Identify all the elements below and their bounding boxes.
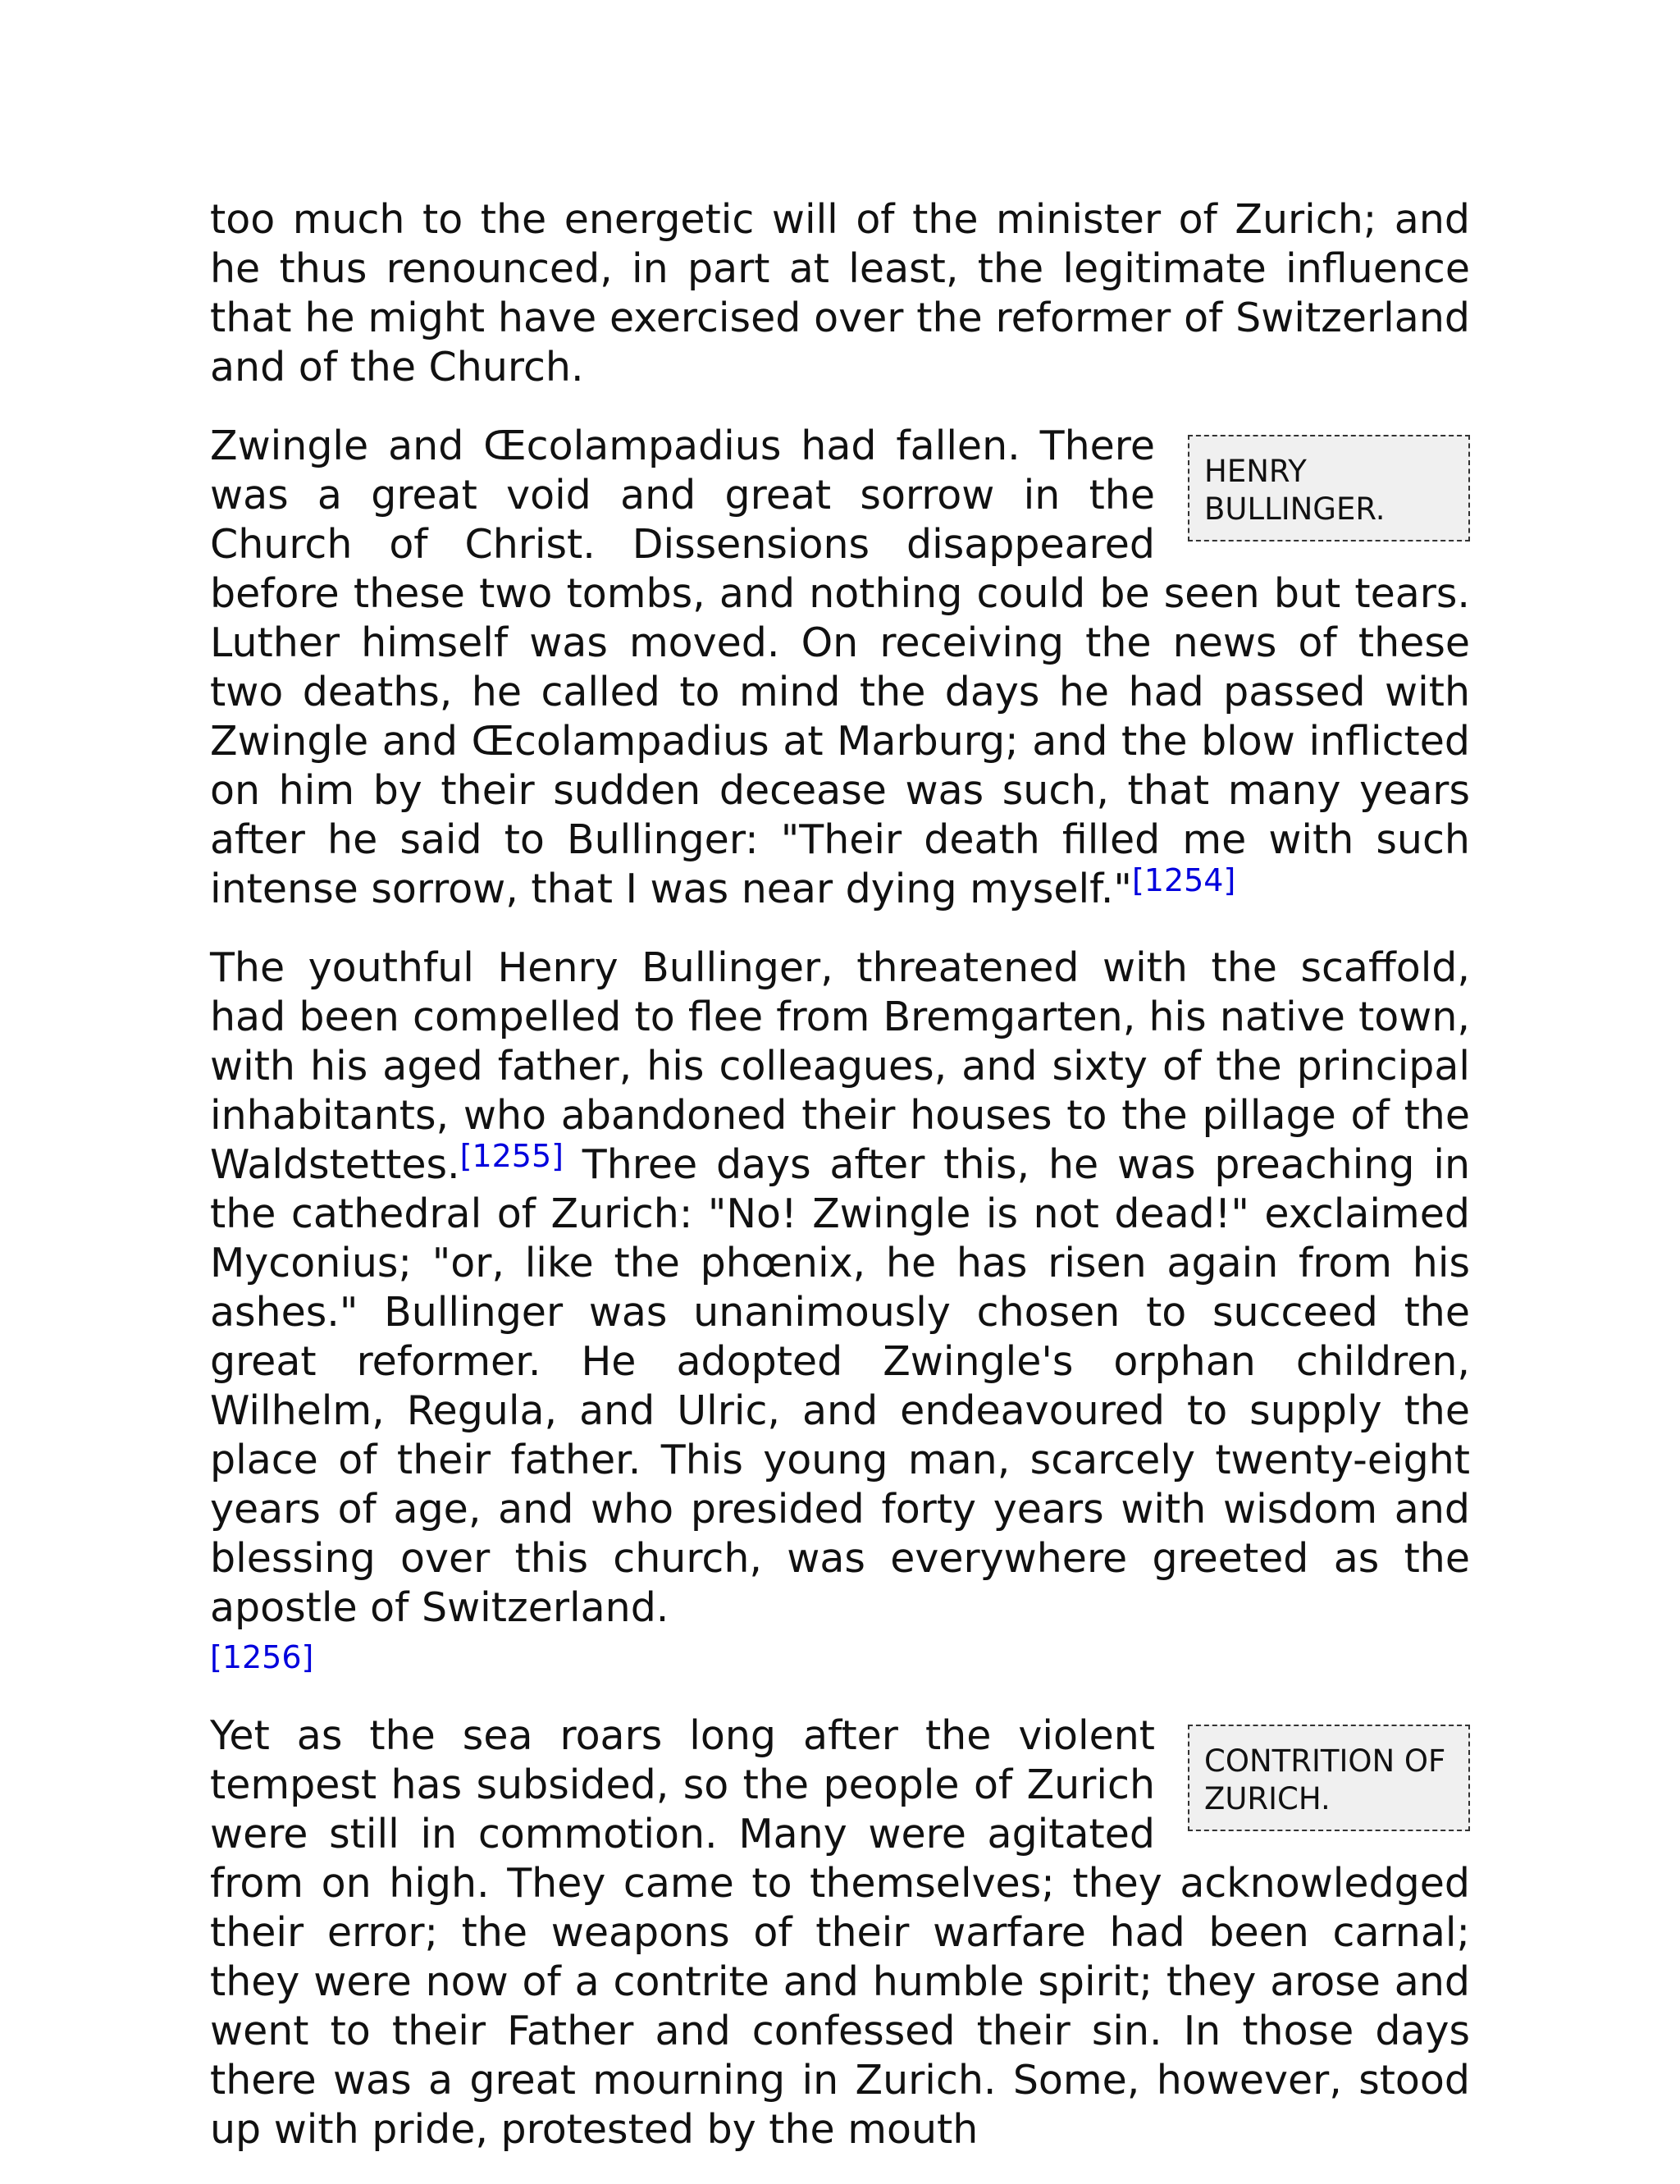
footnote-link-1256[interactable]: [1256] <box>210 1639 314 1675</box>
footnote-link-1254[interactable]: [1254] <box>1131 862 1236 898</box>
document-page <box>210 195 1470 2184</box>
paragraph-text: Yet as the sea roars long after the violent tempest has subsided, so the people of Zurich were still in commotion. Many were agitated from on high. They came to themselves; they acknowledged their error; the weapons of their warfare had been carnal; they were now of a contrite and humble spirit; they arose and went to their Father and confessed their sin. In those days there was a great mourning in Zurich. Some, however, stood up with pride, protested by the mouth <box>210 1712 1470 2153</box>
paragraph-text-continued: Three days after this, he was preaching in the cathedral of Zurich: "No! Zwingle is not dead!" exclaimed Myconius; "or, like the phœnix, he has risen again from his ashes." Bullinger was unanimously chosen to succeed the great reformer. He adopted Zwingle's orphan children, Wilhelm, Regula, and Ulric, and endeavoured to supply the place of their father. This young man, scarcely twenty-eight years of age, and who presided forty years with wisdom and blessing over this church, was everywhere greeted as the apostle of Switzerland. <box>210 1141 1470 1631</box>
sidenote-henry-bullinger: HENRY BULLINGER. <box>1188 435 1470 541</box>
paragraph-2 <box>210 422 1470 914</box>
sidenote-contrition-of-zurich: CONTRITION OF ZURICH. <box>1188 1725 1470 1831</box>
paragraph-text: The youthful Henry Bullinger, threatened with the scaffold, had been compelled to flee from Bremgarten, his native town, with his aged father, his colleagues, and sixty of the principal inhabitants, who abandoned their houses to the pillage of the Waldstettes. <box>210 944 1470 1188</box>
paragraph-text: Zwingle and Œcolampadius had fallen. There was a great void and great sorrow in the Church of Christ. Dissensions disappeared before these two tombs, and nothing could be seen but tears. Luther himself was moved. On receiving the news of these two deaths, he called to mind the days he had passed with Zwingle and Œcolampadius at Marburg; and the blow inflicted on him by their sudden decease was such, that many years after he said to Bullinger: "Their death filled me with such intense sorrow, that I was near dying myself." <box>210 423 1470 912</box>
paragraph-1 <box>210 195 1470 392</box>
footnote-link-1255[interactable]: [1255] <box>459 1138 564 1174</box>
paragraph-4 <box>210 1711 1470 2154</box>
paragraph-text: too much to the energetic will of the minister of Zurich; and he thus renounced, in part at least, the legitimate influence that he might have exercised over the reformer of Switzerland and of the Church. <box>210 196 1470 391</box>
paragraph-3 <box>210 944 1470 1682</box>
